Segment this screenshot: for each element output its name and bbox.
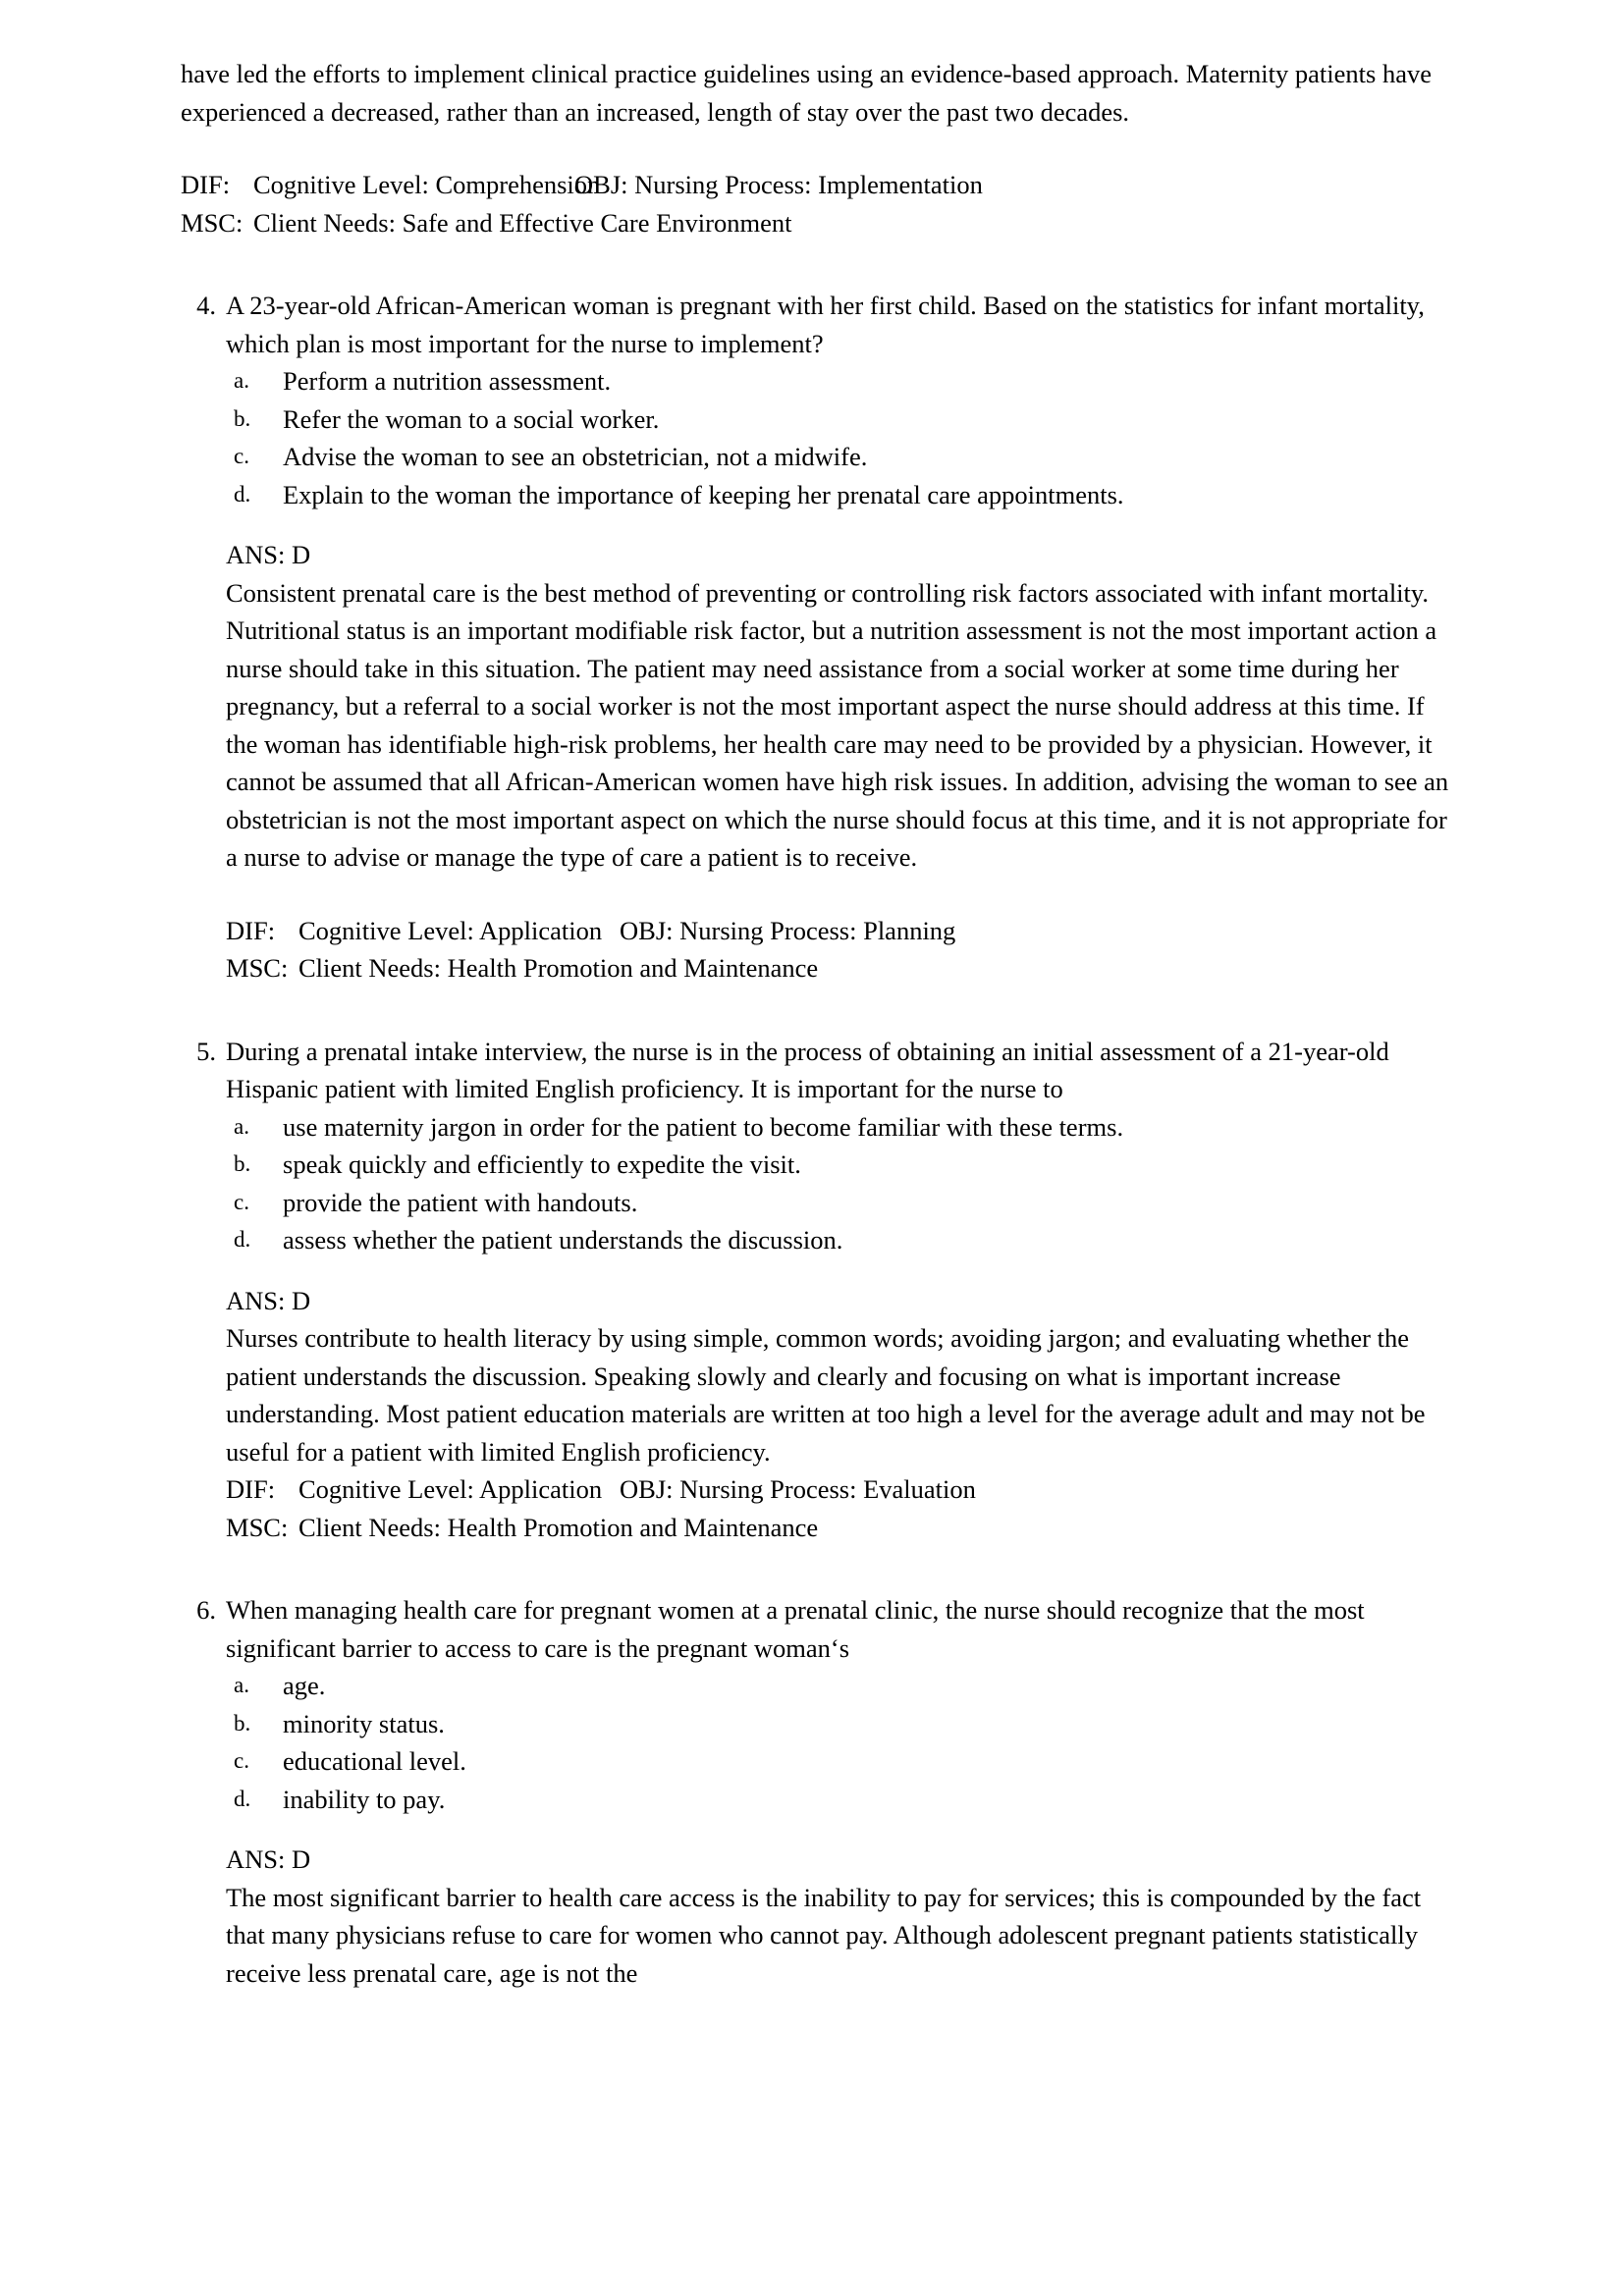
dif-label: DIF: [226,1474,276,1504]
metadata-block [226,912,1452,988]
question-stem: During a prenatal intake interview, the nurse is in the process of obtaining an initial assessment of a 21-year-old Hispanic patient with limited English proficiency. It is important for the nurse to [226,1036,1389,1103]
option-letter: c. [234,444,249,468]
answer-rationale: Nurses contribute to health literacy by using simple, common words; avoiding jargon; and evaluating whether the patient understands the discussion. Speaking slowly and clearly and focusing on what is important increase understanding. Most patient education materials are written at too high a level for the average adult and may not be useful for a patient with limited English proficiency. [226,1323,1426,1467]
question-item [181,1033,1452,1547]
msc-label: MSC: [181,207,244,238]
option-text: inability to pay. [283,1784,446,1814]
spacer [181,241,1452,287]
dif-label: DIF: [181,170,231,199]
answer-option[interactable] [226,1742,1452,1781]
answer-option[interactable] [226,1146,1452,1184]
option-text: Refer the woman to a social worker. [283,403,660,434]
dif-line [181,166,1452,204]
option-text: Explain to the woman the importance of keeping her prenatal care appointments. [283,479,1124,509]
answer-option[interactable] [226,1221,1452,1259]
option-letter: a. [234,1113,249,1139]
option-text: minority status. [283,1708,445,1738]
question-number: 4. [196,291,216,320]
spacer [181,131,1452,166]
option-letter: d. [234,1227,251,1252]
dif-line [226,1470,1452,1509]
dif-label: DIF: [226,915,276,945]
metadata-block [226,1470,1452,1546]
option-text: speak quickly and efficiently to expedite the visit. [283,1149,801,1179]
answer-options [226,362,1452,513]
msc-value: Client Needs: Health Promotion and Maintenance [298,1512,819,1542]
dif-line [226,912,1452,950]
answer-option[interactable] [226,1705,1452,1743]
option-letter: c. [234,1189,249,1214]
spacer [226,513,1452,536]
msc-line [226,1509,1452,1547]
option-text: use maternity jargon in order for the patient to become familiar with these terms. [283,1111,1124,1142]
option-letter: b. [234,1710,251,1735]
answer-option[interactable] [226,476,1452,514]
option-letter: c. [234,1748,249,1773]
question-number: 6. [196,1595,216,1625]
answer-option[interactable] [226,1184,1452,1222]
obj-text: OBJ: Nursing Process: Evaluation [620,1474,976,1504]
metadata-block-previous [181,166,1452,241]
dif-value: Cognitive Level: Comprehension [253,170,601,199]
question-stem: When managing health care for pregnant women at a prenatal clinic, the nurse should recognize that the most significant barrier to access to care is the pregnant woman‘s [226,1595,1365,1663]
answer-label: ANS: D [226,1285,311,1315]
question-stem: A 23-year-old African-American woman is pregnant with her first child. Based on the statistics for infant mortality, which plan is most important for the nurse to implement? [226,291,1425,358]
spacer [226,1259,1452,1282]
option-text: age. [283,1671,326,1700]
option-letter: a. [234,1673,249,1697]
option-letter: d. [234,481,251,507]
spacer [226,1818,1452,1841]
msc-line [181,204,1452,242]
msc-label: MSC: [226,1512,289,1542]
spacer [226,877,1452,912]
question-number: 5. [196,1036,216,1066]
option-text: Perform a nutrition assessment. [283,366,612,396]
answer-option[interactable] [226,400,1452,439]
spacer [181,1546,1452,1591]
answer-label: ANS: D [226,540,311,569]
option-text: provide the patient with handouts. [283,1187,638,1217]
option-text: educational level. [283,1746,466,1776]
answer-option[interactable] [226,1667,1452,1705]
option-text: assess whether the patient understands the discussion. [283,1225,843,1255]
msc-label: MSC: [226,953,289,983]
msc-value: Client Needs: Safe and Effective Care Environment [253,207,792,238]
option-letter: b. [234,405,251,431]
answer-label: ANS: D [226,1844,311,1874]
msc-line [226,949,1452,988]
obj-text: OBJ: Nursing Process: Planning [620,915,956,945]
option-letter: d. [234,1786,251,1811]
answer-option[interactable] [226,1108,1452,1147]
continuation-paragraph: have led the efforts to implement clinical practice guidelines using an evidence-based approach. Maternity patients have experienced a decreased, rather than an increased, length of stay over the past two decades. [181,59,1432,127]
question-item [181,287,1452,988]
spacer [181,988,1452,1033]
document-body [181,55,1452,1992]
answer-option[interactable] [226,438,1452,476]
option-text: Advise the woman to see an obstetrician, not a midwife. [283,442,868,471]
answer-rationale: Consistent prenatal care is the best method of preventing or controlling risk factors associated with infant mortality. Nutritional status is an important modifiable risk factor, but a nutrition assessment is not the most important action a nurse should take in this situation. The patient may need assistance from a social worker at some time during her pregnancy, but a referral to a social worker is not the most important aspect the nurse should address at this time. If the woman has identifiable high-risk problems, her health care may need to be provided by a physician. However, it cannot be assumed that all African-American women have high risk issues. In addition, advising the woman to see an obstetrician is not the most important aspect on which the nurse should focus at this time, and it is not appropriate for a nurse to advise or manage the type of care a patient is to receive. [226,577,1449,872]
option-letter: a. [234,368,249,393]
obj-text: OBJ: Nursing Process: Implementation [574,170,983,199]
msc-value: Client Needs: Health Promotion and Maintenance [298,953,819,983]
answer-options [226,1108,1452,1259]
answer-rationale: The most significant barrier to health care access is the inability to pay for services; this is compounded by the fact that many physicians refuse to care for women who cannot pay. Although adolescent pregnant patients statistically receive less prenatal care, age is not the [226,1882,1422,1988]
answer-option[interactable] [226,362,1452,400]
dif-value: Cognitive Level: Application [298,1474,603,1504]
answer-options [226,1667,1452,1818]
option-letter: b. [234,1151,251,1176]
answer-option[interactable] [226,1781,1452,1819]
dif-value: Cognitive Level: Application [298,915,603,945]
question-item [181,1591,1452,1992]
